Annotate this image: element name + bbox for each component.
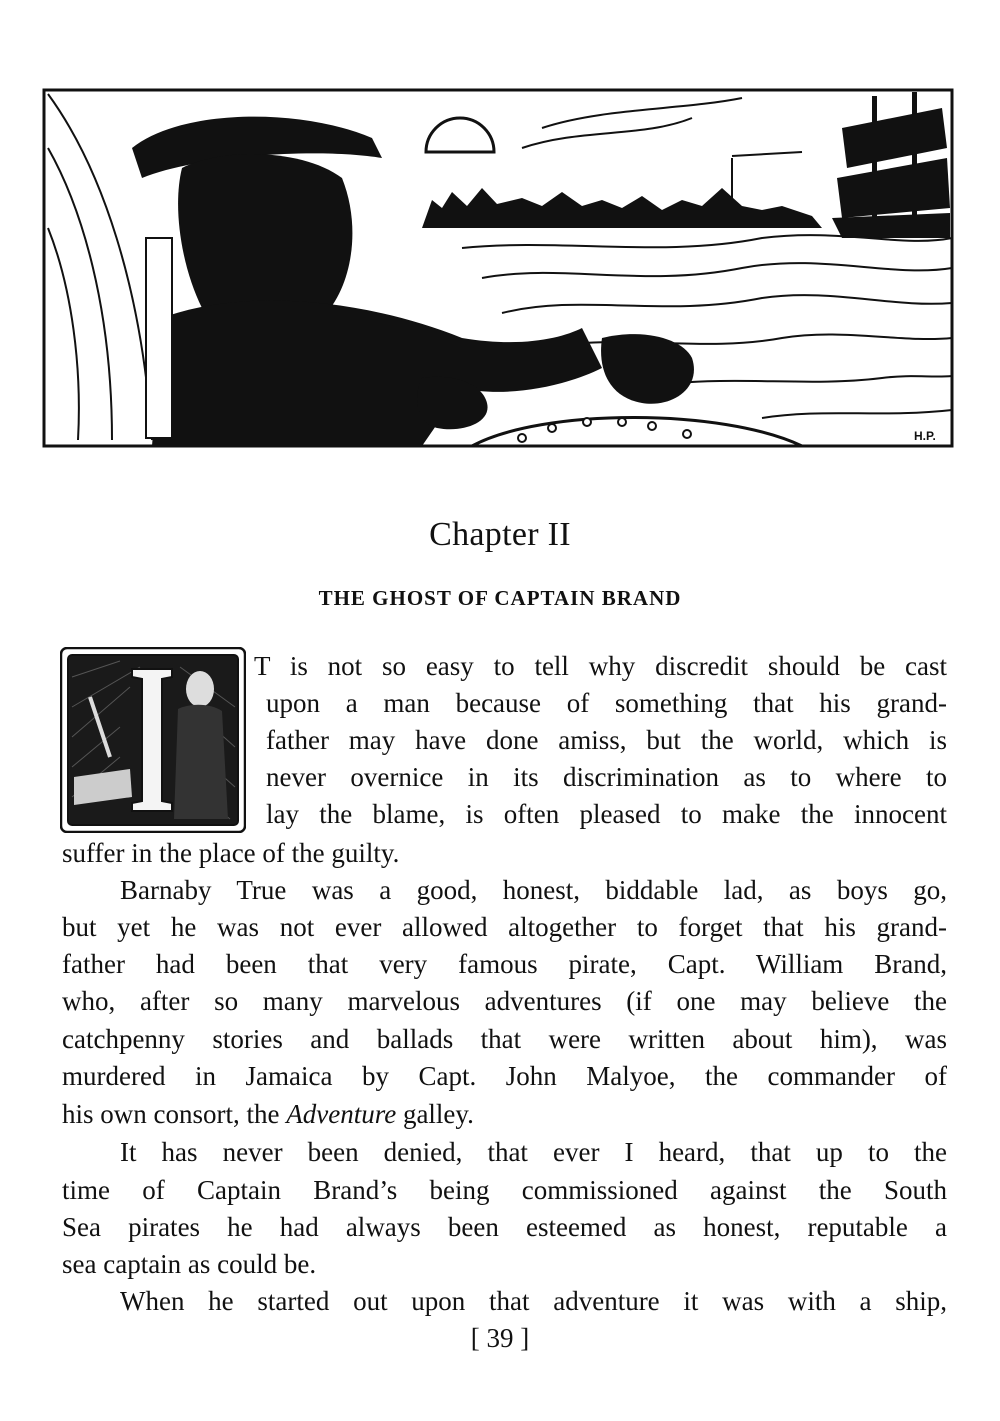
text-run: galley. — [396, 1099, 474, 1129]
text-line: suffer in the place of the guilty. — [62, 838, 400, 868]
chapter-subtitle: THE GHOST OF CAPTAIN BRAND — [318, 586, 682, 610]
text-line: who, after so many marvelous adventures (if one may believe the — [62, 986, 947, 1016]
text-line: lay the blame, is often pleased to make the innocent — [266, 799, 947, 829]
text-line: T is not so easy to tell why discredit should be cast — [254, 651, 947, 681]
text-run: his own consort, the — [62, 1099, 287, 1129]
header-illustration — [42, 88, 954, 448]
ship-name: Adventure — [286, 1099, 397, 1129]
text-line — [62, 1096, 947, 1133]
text-line: father may have done amiss, but the world, which is — [266, 725, 947, 755]
text-line: murdered in Jamaica by Capt. John Malyoe, the commander of — [62, 1061, 947, 1091]
text-line: When he started out upon that adventure it was with a ship, — [120, 1286, 947, 1316]
text-line: catchpenny stories and ballads that were written about him), was — [62, 1024, 947, 1054]
text-line: time of Captain Brand’s being commissioned against the South — [62, 1175, 947, 1205]
text-line: sea captain as could be. — [62, 1249, 317, 1279]
drop-cap-initial — [60, 647, 246, 833]
page-number: [ 39 ] — [470, 1323, 530, 1353]
text-line: never overnice in its discrimination as to where to — [266, 762, 947, 792]
text-line: upon a man because of something that his grand- — [266, 688, 947, 718]
text-line: It has never been denied, that ever I heard, that up to the — [120, 1137, 947, 1167]
text-line: Barnaby True was a good, honest, biddable lad, as boys go, — [120, 875, 947, 905]
illustration-signature: H.P. — [914, 429, 936, 443]
text-line: father had been that very famous pirate, Capt. William Brand, — [62, 949, 947, 979]
text-line: Sea pirates he had always been esteemed as honest, reputable a — [62, 1212, 947, 1242]
text-line: but yet he was not ever allowed altogether to forget that his grand- — [62, 912, 947, 942]
chapter-title: Chapter II — [429, 516, 571, 553]
